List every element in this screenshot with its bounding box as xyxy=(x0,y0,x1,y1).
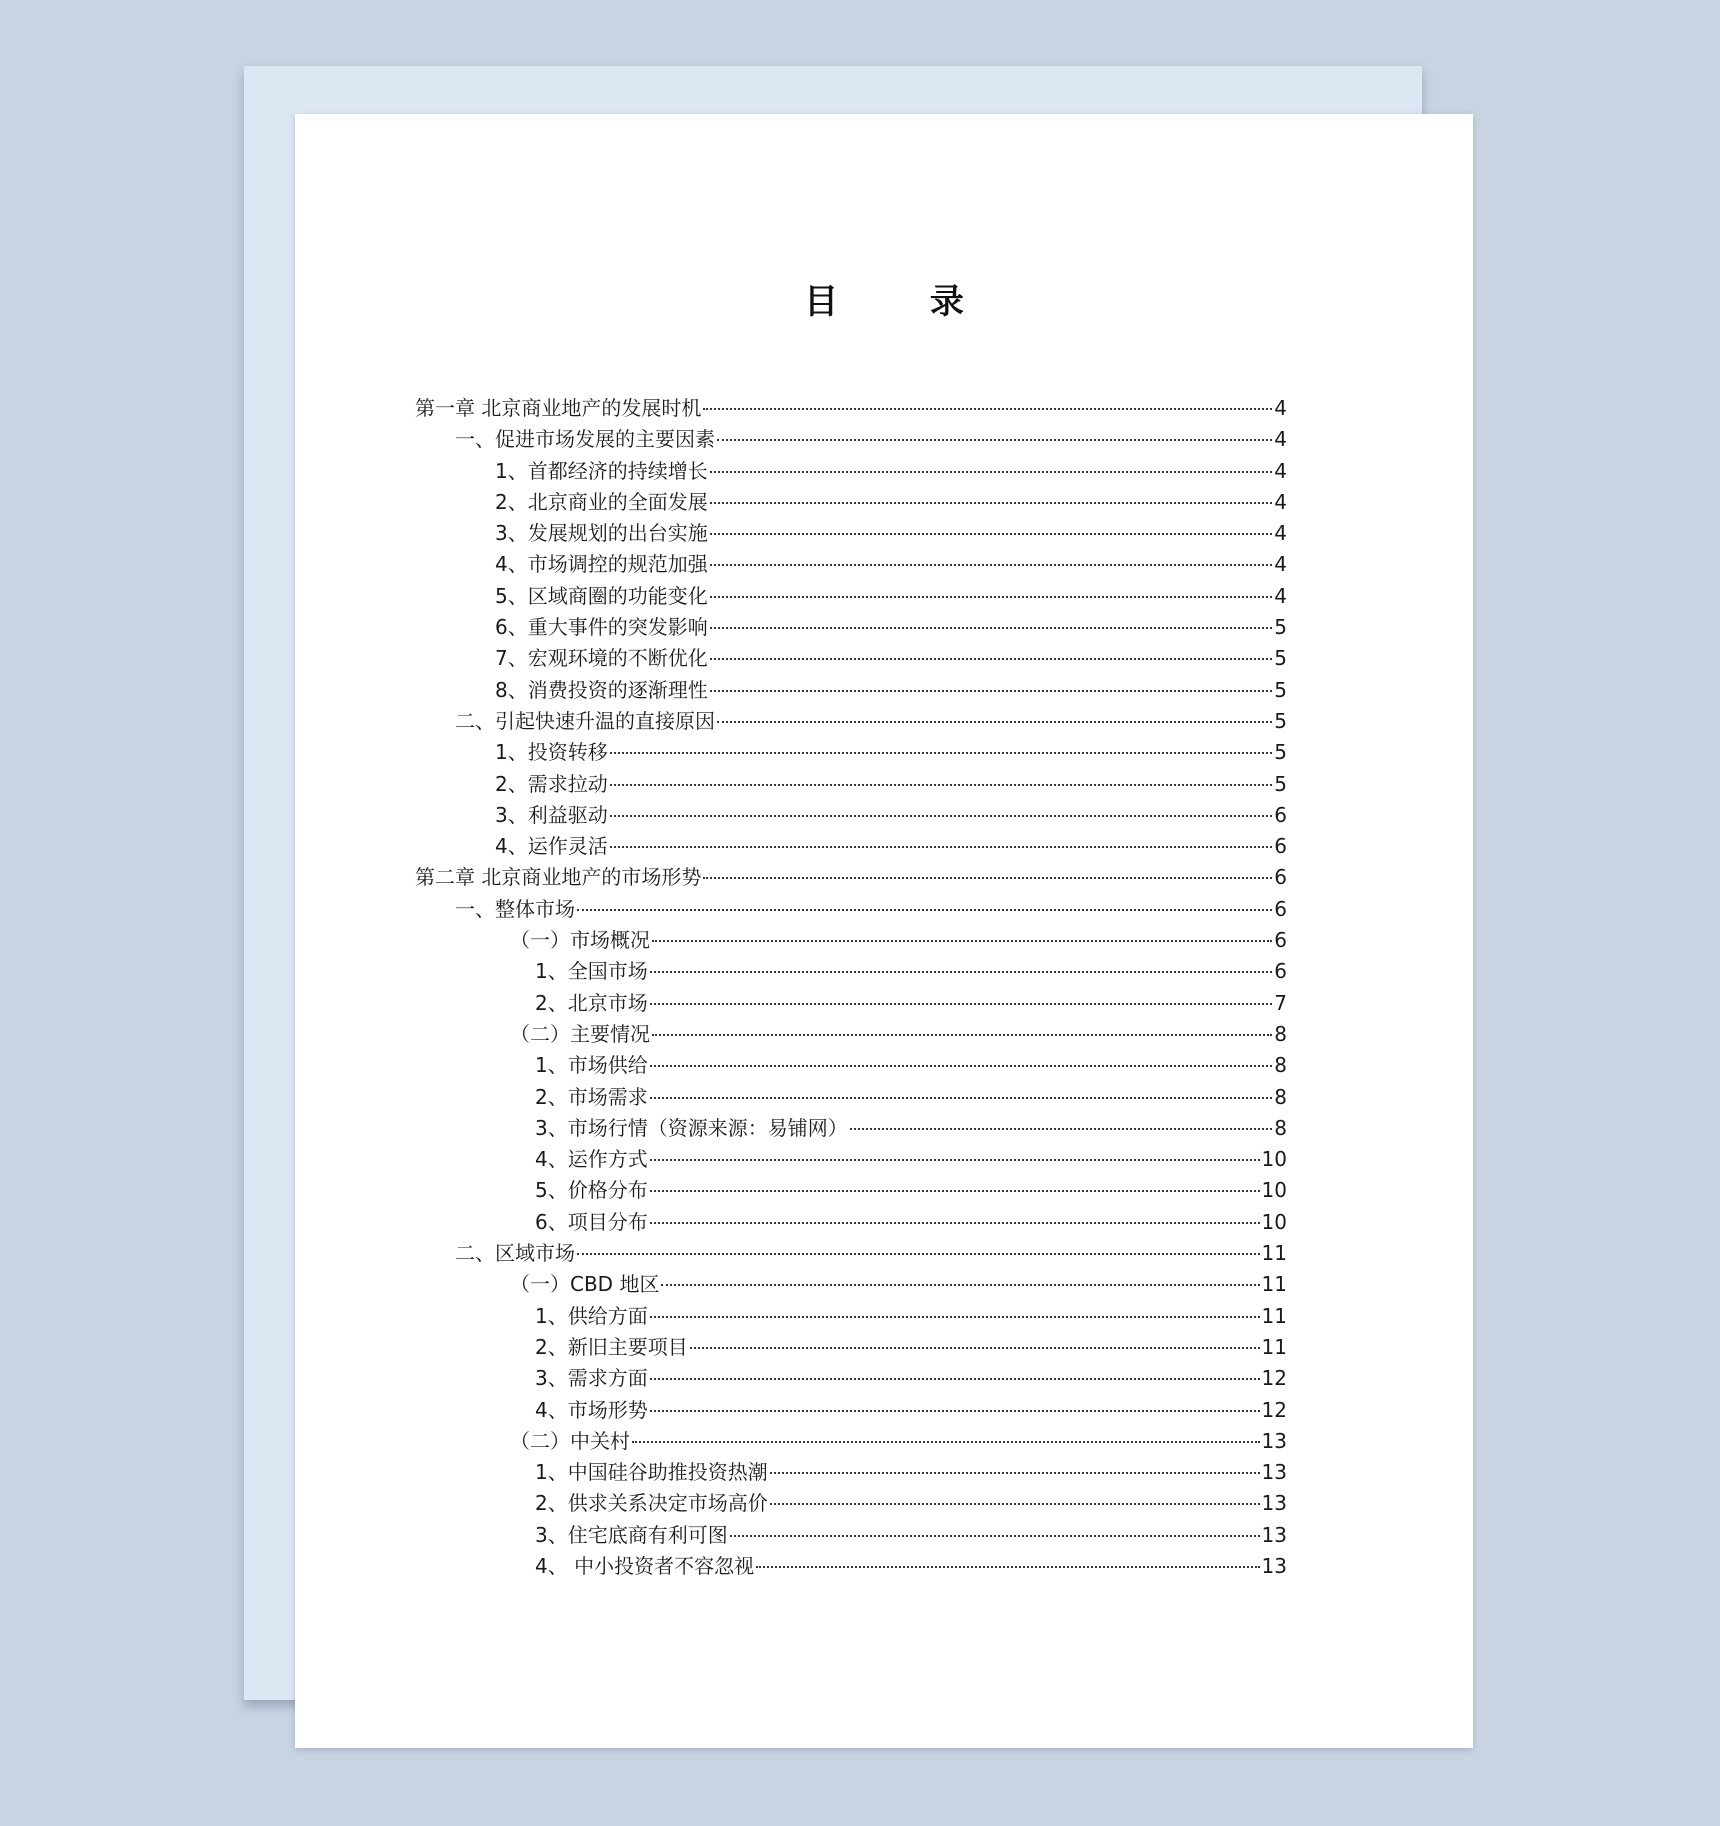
toc-entry[interactable] xyxy=(415,1112,1287,1143)
toc-leader-dots xyxy=(650,1190,1260,1192)
toc-entry-label: 4、 中小投资者不容忽视 xyxy=(535,1553,755,1578)
toc-entry-page: 6 xyxy=(1274,802,1287,827)
toc-leader-dots xyxy=(770,1503,1260,1505)
toc-entry-page: 10 xyxy=(1261,1178,1287,1203)
toc-leader-dots xyxy=(650,971,1273,973)
toc-leader-dots xyxy=(703,408,1272,410)
toc-entry-label: 4、运作方式 xyxy=(535,1147,648,1172)
toc-entry-page: 4 xyxy=(1274,521,1287,546)
toc-entry-label: 2、北京商业的全面发展 xyxy=(495,489,708,514)
toc-entry[interactable] xyxy=(415,674,1287,705)
toc-entry[interactable] xyxy=(415,1237,1287,1268)
toc-entry-label: 4、市场调控的规范加强 xyxy=(495,552,708,577)
toc-entry-page: 8 xyxy=(1274,1053,1287,1078)
toc-entry-page: 6 xyxy=(1274,834,1287,859)
toc-leader-dots xyxy=(703,877,1272,879)
toc-entry[interactable] xyxy=(415,705,1287,736)
toc-entry-page: 5 xyxy=(1274,677,1287,702)
toc-leader-dots xyxy=(770,1472,1260,1474)
toc-leader-dots xyxy=(710,502,1273,504)
toc-entry[interactable] xyxy=(415,392,1287,423)
toc-entry-label: （二）中关村 xyxy=(510,1428,630,1453)
toc-entry-page: 10 xyxy=(1261,1209,1287,1234)
toc-entry[interactable] xyxy=(415,455,1287,486)
table-of-contents xyxy=(415,392,1287,1581)
toc-leader-dots xyxy=(652,940,1272,942)
toc-leader-dots xyxy=(610,815,1273,817)
toc-entry[interactable] xyxy=(415,1362,1287,1393)
toc-leader-dots xyxy=(610,784,1273,786)
toc-entry-label: 1、首都经济的持续增长 xyxy=(495,458,708,483)
toc-leader-dots xyxy=(650,1378,1260,1380)
toc-leader-dots xyxy=(710,596,1273,598)
toc-entry[interactable] xyxy=(415,423,1287,454)
toc-leader-dots xyxy=(650,1097,1273,1099)
toc-leader-dots xyxy=(710,471,1273,473)
toc-entry[interactable] xyxy=(415,893,1287,924)
toc-entry-label: 2、市场需求 xyxy=(535,1084,648,1109)
toc-entry-label: 3、住宅底商有利可图 xyxy=(535,1522,728,1547)
toc-leader-dots xyxy=(756,1566,1259,1568)
toc-entry[interactable] xyxy=(415,1550,1287,1581)
toc-entry[interactable] xyxy=(415,1174,1287,1205)
toc-entry-label: 3、市场行情（资源来源：易铺网） xyxy=(535,1115,848,1140)
toc-entry-label: 5、区域商圈的功能变化 xyxy=(495,583,708,608)
toc-entry-page: 13 xyxy=(1261,1553,1287,1578)
toc-entry[interactable] xyxy=(415,1300,1287,1331)
toc-leader-dots xyxy=(717,721,1272,723)
toc-entry-label: 2、需求拉动 xyxy=(495,771,608,796)
toc-leader-dots xyxy=(730,1535,1260,1537)
toc-entry-page: 7 xyxy=(1274,990,1287,1015)
toc-leader-dots xyxy=(850,1128,1273,1130)
toc-entry-page: 4 xyxy=(1274,489,1287,514)
toc-entry-label: （一）CBD 地区 xyxy=(510,1272,660,1297)
toc-entry-label: 一、促进市场发展的主要因素 xyxy=(455,427,715,452)
toc-entry-label: 6、项目分布 xyxy=(535,1209,648,1234)
toc-entry-label: 2、供求关系决定市场高价 xyxy=(535,1491,768,1516)
toc-entry-page: 5 xyxy=(1274,708,1287,733)
toc-entry[interactable] xyxy=(415,642,1287,673)
toc-entry[interactable] xyxy=(415,1331,1287,1362)
toc-entry[interactable] xyxy=(415,1487,1287,1518)
toc-entry-label: 4、市场形势 xyxy=(535,1397,648,1422)
toc-leader-dots xyxy=(650,1159,1260,1161)
toc-entry-label: 8、消费投资的逐渐理性 xyxy=(495,677,708,702)
toc-entry-label: （二）主要情况 xyxy=(510,1021,650,1046)
toc-leader-dots xyxy=(610,752,1273,754)
toc-leader-dots xyxy=(690,1347,1260,1349)
toc-entry-page: 13 xyxy=(1261,1460,1287,1485)
toc-entry-page: 6 xyxy=(1274,928,1287,953)
toc-entry-label: 一、整体市场 xyxy=(455,896,575,921)
toc-entry-page: 12 xyxy=(1261,1397,1287,1422)
toc-entry-page: 13 xyxy=(1261,1491,1287,1516)
toc-entry-label: 3、发展规划的出台实施 xyxy=(495,521,708,546)
toc-entry[interactable] xyxy=(415,1081,1287,1112)
toc-entry[interactable] xyxy=(415,830,1287,861)
toc-entry-page: 13 xyxy=(1261,1428,1287,1453)
toc-leader-dots xyxy=(650,1316,1260,1318)
toc-leader-dots xyxy=(710,533,1273,535)
toc-leader-dots xyxy=(650,1003,1273,1005)
toc-entry-page: 4 xyxy=(1274,427,1287,452)
toc-entry-page: 5 xyxy=(1274,615,1287,640)
toc-leader-dots xyxy=(577,1253,1260,1255)
toc-leader-dots xyxy=(661,1284,1259,1286)
toc-entry[interactable] xyxy=(415,955,1287,986)
toc-leader-dots xyxy=(717,439,1272,441)
toc-leader-dots xyxy=(710,690,1273,692)
toc-entry[interactable] xyxy=(415,924,1287,955)
toc-entry-page: 11 xyxy=(1261,1303,1287,1328)
toc-leader-dots xyxy=(652,1034,1272,1036)
toc-entry-page: 12 xyxy=(1261,1366,1287,1391)
toc-entry-label: 二、区域市场 xyxy=(455,1241,575,1266)
toc-entry-page: 4 xyxy=(1274,552,1287,577)
toc-entry[interactable] xyxy=(415,1018,1287,1049)
toc-leader-dots xyxy=(650,1410,1260,1412)
toc-entry-label: 2、新旧主要项目 xyxy=(535,1334,688,1359)
toc-entry[interactable] xyxy=(415,1049,1287,1080)
toc-entry-label: 1、中国硅谷助推投资热潮 xyxy=(535,1460,768,1485)
toc-entry[interactable] xyxy=(415,799,1287,830)
toc-entry[interactable] xyxy=(415,1394,1287,1425)
toc-entry[interactable] xyxy=(415,1143,1287,1174)
toc-entry-label: 1、供给方面 xyxy=(535,1303,648,1328)
toc-entry-page: 11 xyxy=(1261,1272,1287,1297)
toc-entry-page: 10 xyxy=(1261,1147,1287,1172)
toc-entry-label: 3、利益驱动 xyxy=(495,802,608,827)
toc-entry-page: 5 xyxy=(1274,740,1287,765)
page-title: 目 录 xyxy=(804,282,1004,322)
toc-entry-label: （一）市场概况 xyxy=(510,928,650,953)
toc-entry-page: 5 xyxy=(1274,646,1287,671)
toc-entry-label: 4、运作灵活 xyxy=(495,834,608,859)
toc-entry[interactable] xyxy=(415,768,1287,799)
toc-entry-label: 第一章 北京商业地产的发展时机 xyxy=(415,396,702,420)
toc-entry-label: 5、价格分布 xyxy=(535,1178,648,1203)
toc-entry[interactable] xyxy=(415,736,1287,767)
toc-leader-dots xyxy=(710,564,1273,566)
toc-entry-label: 7、宏观环境的不断优化 xyxy=(495,646,708,671)
toc-entry-label: 1、全国市场 xyxy=(535,959,648,984)
toc-entry-label: 1、市场供给 xyxy=(535,1053,648,1078)
toc-entry-page: 6 xyxy=(1274,959,1287,984)
toc-entry[interactable] xyxy=(415,1519,1287,1550)
toc-entry-page: 11 xyxy=(1261,1334,1287,1359)
toc-entry[interactable] xyxy=(415,1206,1287,1237)
toc-entry-page: 4 xyxy=(1274,583,1287,608)
toc-leader-dots xyxy=(632,1441,1260,1443)
toc-entry[interactable] xyxy=(415,611,1287,642)
document-page xyxy=(295,114,1473,1748)
toc-entry-page: 6 xyxy=(1274,865,1287,890)
toc-leader-dots xyxy=(577,909,1272,911)
toc-entry-label: 3、需求方面 xyxy=(535,1366,648,1391)
toc-entry-label: 二、引起快速升温的直接原因 xyxy=(455,708,715,733)
toc-entry-label: 6、重大事件的突发影响 xyxy=(495,615,708,640)
toc-entry-page: 6 xyxy=(1274,896,1287,921)
toc-entry-page: 4 xyxy=(1274,458,1287,483)
toc-entry-page: 8 xyxy=(1274,1115,1287,1140)
toc-entry-page: 8 xyxy=(1274,1021,1287,1046)
toc-entry-label: 1、投资转移 xyxy=(495,740,608,765)
toc-leader-dots xyxy=(650,1065,1273,1067)
toc-entry[interactable] xyxy=(415,1268,1287,1299)
toc-entry-page: 4 xyxy=(1274,396,1287,420)
toc-leader-dots xyxy=(710,627,1273,629)
toc-entry[interactable] xyxy=(415,861,1287,892)
toc-leader-dots xyxy=(610,846,1273,848)
toc-entry-page: 5 xyxy=(1274,771,1287,796)
toc-entry-page: 8 xyxy=(1274,1084,1287,1109)
toc-entry[interactable] xyxy=(415,580,1287,611)
toc-leader-dots xyxy=(650,1222,1260,1224)
toc-leader-dots xyxy=(710,658,1273,660)
toc-entry[interactable] xyxy=(415,517,1287,548)
toc-entry-label: 第二章 北京商业地产的市场形势 xyxy=(415,865,702,890)
toc-entry-label: 2、北京市场 xyxy=(535,990,648,1015)
toc-entry[interactable] xyxy=(415,1425,1287,1456)
toc-entry[interactable] xyxy=(415,486,1287,517)
toc-entry[interactable] xyxy=(415,548,1287,579)
toc-entry-page: 11 xyxy=(1261,1241,1287,1266)
toc-entry[interactable] xyxy=(415,1456,1287,1487)
toc-entry[interactable] xyxy=(415,987,1287,1018)
toc-entry-page: 13 xyxy=(1261,1522,1287,1547)
